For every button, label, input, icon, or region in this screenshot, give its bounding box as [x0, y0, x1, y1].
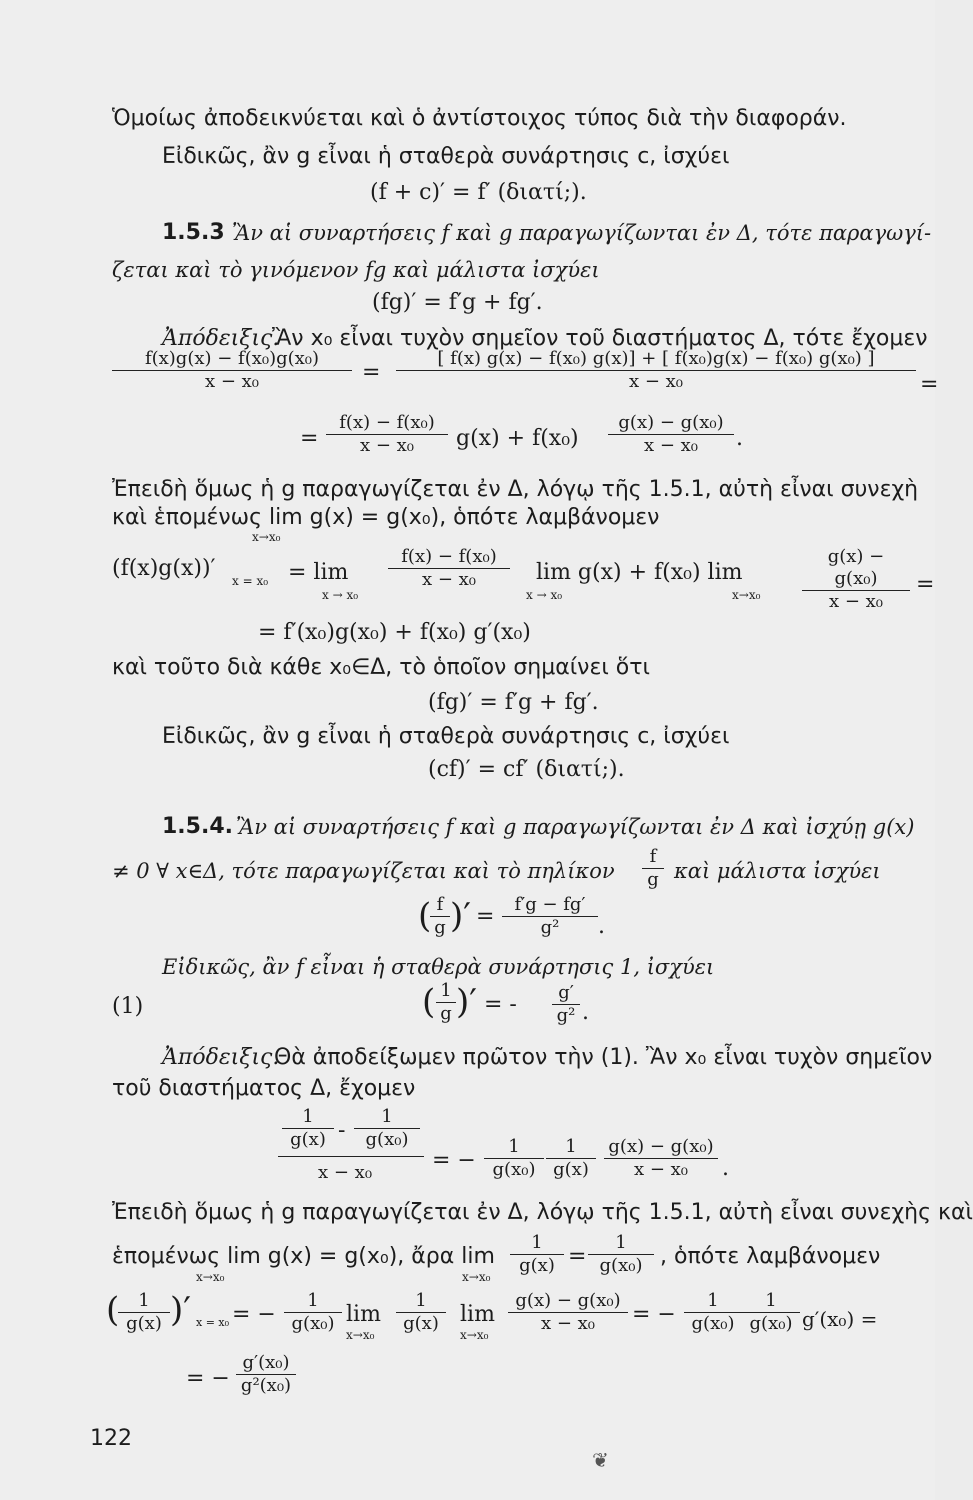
equals-sign: =	[476, 904, 495, 929]
denominator: g(x₀)	[599, 1255, 643, 1276]
numerator: g(x) − g(x₀)	[508, 1290, 628, 1313]
denominator: g(x₀)	[749, 1313, 793, 1334]
denominator: g(x₀)	[691, 1313, 735, 1334]
fraction	[802, 546, 910, 613]
text-line: Ἐπειδὴ ὅμως ἡ g παραγωγίζεται ἐν Δ, λόγῳ τῆς 1.5.1, αὐτὴ εἶναι συνεχὴς καὶ	[112, 1200, 973, 1225]
page-number: 122	[90, 1426, 132, 1451]
fraction	[552, 982, 580, 1027]
limit-subscript: x→x₀	[252, 530, 281, 544]
text-line: τοῦ διαστήματος Δ, ἔχομεν	[112, 1076, 416, 1101]
denominator: g	[440, 1003, 452, 1024]
fraction	[484, 1136, 544, 1181]
denominator: g²	[540, 917, 560, 938]
numerator: g′	[552, 982, 580, 1005]
fraction	[604, 1136, 718, 1181]
theorem-text: καὶ μάλιστα ἰσχύει	[674, 859, 881, 883]
theorem-number: 1.5.4.	[162, 814, 233, 839]
numerator: f	[642, 846, 664, 869]
equals-sign: =	[916, 572, 935, 597]
text-line: Ὁμοίως ἀποδεικνύεται καὶ ὁ ἀντίστοιχος τύπος διὰ τὴν διαφοράν.	[112, 106, 847, 131]
equals-sign: =	[362, 360, 381, 385]
fraction	[684, 1290, 742, 1335]
fraction	[326, 412, 448, 457]
denominator: x − x₀	[359, 435, 415, 456]
formula: lim g(x) + f(x₀) lim	[536, 560, 743, 585]
denominator: x − x₀	[628, 371, 684, 392]
text-line: Εἰδικῶς, ἂν f εἶναι ἡ σταθερὰ συνάρτησις 1, ἰσχύει	[162, 955, 715, 979]
period: .	[582, 1000, 589, 1025]
fraction	[502, 894, 598, 939]
numerator: 1	[354, 1106, 420, 1129]
numerator: 1	[742, 1290, 800, 1313]
left-paren: (	[422, 982, 436, 1022]
text-line: Εἰδικῶς, ἂν g εἶναι ἡ σταθερὰ συνάρτησις c, ἰσχύει	[162, 724, 730, 749]
limit-subscript: x→x₀	[732, 588, 761, 602]
right-paren-prime: )′	[456, 982, 477, 1022]
denominator: g(x)	[126, 1313, 162, 1334]
theorem-number: 1.5.3	[162, 220, 225, 245]
theorem-text: Ἂν αἱ συναρτήσεις f καὶ g παραγωγίζωνται ἐν Δ καὶ ἰσχύῃ g(x)	[236, 815, 915, 839]
fraction	[608, 412, 734, 457]
denominator: x − x₀	[633, 1159, 689, 1180]
denominator: g²(x₀)	[240, 1375, 292, 1396]
period: .	[598, 914, 605, 939]
numerator: g(x) − g(x₀)	[608, 412, 734, 435]
formula: lim	[346, 1302, 381, 1327]
proof-label: Ἀπόδειξις.	[162, 326, 280, 351]
denominator: x − x₀	[204, 371, 260, 392]
formula: = −	[432, 1148, 476, 1173]
numerator: g′(x₀)	[236, 1352, 296, 1375]
text-line: Εἰδικῶς, ἂν g εἶναι ἡ σταθερὰ συνάρτησις c, ἰσχύει	[162, 144, 730, 169]
theorem-text: ζεται καὶ τὸ γινόμενον fg καὶ μάλιστα ἰσχύει	[112, 258, 600, 282]
denominator: g(x)	[403, 1313, 439, 1334]
fraction	[118, 1290, 170, 1335]
limit-subscript: x→x₀	[462, 1270, 491, 1284]
numerator: 1	[684, 1290, 742, 1313]
left-paren: (	[106, 1290, 120, 1330]
limit-subscript: x→x₀	[346, 1328, 375, 1342]
numerator: 1	[396, 1290, 446, 1313]
text-line: ἑπομένως lim g(x) = g(x₀), ἄρα lim	[112, 1244, 495, 1269]
numerator: f′g − fg′	[502, 894, 598, 917]
denominator: g(x)	[290, 1129, 326, 1150]
fraction	[236, 1352, 296, 1397]
denominator: x − x₀	[318, 1162, 373, 1183]
equals-sign: =	[300, 426, 319, 451]
fraction	[742, 1290, 800, 1335]
formula: = f′(x₀)g(x₀) + f(x₀) g′(x₀)	[258, 620, 531, 645]
fraction	[284, 1290, 342, 1335]
text-line: καὶ τοῦτο διὰ κάθε x₀∈Δ, τὸ ὁποῖον σημαίνει ὅτι	[112, 655, 650, 680]
text-line: , ὁπότε λαμβάνομεν	[660, 1244, 881, 1269]
formula: (fg)′ = f′g + fg′.	[372, 290, 543, 315]
numerator: g(x) − g(x₀)	[802, 546, 910, 591]
fraction	[430, 894, 450, 939]
formula: g(x) + f(x₀)	[456, 426, 579, 451]
denominator: g(x)	[553, 1159, 589, 1180]
right-paren-prime: )′	[450, 896, 471, 936]
numerator: 1	[588, 1232, 654, 1255]
numerator: f	[430, 894, 450, 917]
numerator: g(x) − g(x₀)	[604, 1136, 718, 1159]
limit-subscript: x → x₀	[322, 588, 359, 602]
numerator: 1	[510, 1232, 564, 1255]
period: .	[722, 1156, 729, 1181]
period: .	[736, 426, 743, 451]
limit-subscript: x→x₀	[460, 1328, 489, 1342]
formula: (cf)′ = cf′ (διατί;).	[428, 757, 625, 782]
numerator: 1	[484, 1136, 544, 1159]
formula: (f(x)g(x))′	[112, 556, 216, 581]
denominator: g(x₀)	[492, 1159, 536, 1180]
fraction	[388, 546, 510, 591]
left-paren: (	[418, 896, 432, 936]
denominator: x − x₀	[421, 569, 477, 590]
fraction	[642, 846, 664, 891]
fraction	[112, 348, 352, 393]
numerator: 1	[282, 1106, 334, 1129]
denominator: x − x₀	[643, 435, 699, 456]
formula: = -	[484, 992, 517, 1017]
numerator: f(x)g(x) − f(x₀)g(x₀)	[112, 348, 352, 371]
fraction	[510, 1232, 564, 1277]
limit-subscript: x→x₀	[196, 1270, 225, 1284]
theorem-text: ≠ 0 ∀ x∈Δ, τότε παραγωγίζεται καὶ τὸ πηλίκον	[112, 859, 615, 883]
numerator: f(x) − f(x₀)	[388, 546, 510, 569]
numerator: 1	[436, 980, 456, 1003]
numerator: [ f(x) g(x) − f(x₀) g(x)] + [ f(x₀)g(x) − f(x₀) g(x₀) ]	[396, 348, 916, 371]
formula: (fg)′ = f′g + fg′.	[428, 690, 599, 715]
denominator: g²	[556, 1005, 576, 1026]
text-line: Ἐπειδὴ ὅμως ἡ g παραγωγίζεται ἐν Δ, λόγῳ τῆς 1.5.1, αὐτὴ εἶναι συνεχὴ	[112, 477, 919, 502]
numerator: 1	[118, 1290, 170, 1313]
text-line: Θὰ ἀποδείξωμεν πρῶτον τὴν (1). Ἂν x₀ εἶναι τυχὸν σημεῖον	[274, 1045, 933, 1070]
numerator: 1	[546, 1136, 596, 1159]
fraction	[588, 1232, 654, 1277]
formula: lim	[460, 1302, 495, 1327]
evaluation-subscript: x = x₀	[196, 1316, 230, 1329]
denominator: x − x₀	[540, 1313, 596, 1334]
fraction	[508, 1290, 628, 1335]
equals-sign: =	[920, 372, 939, 397]
limit-subscript: x → x₀	[526, 588, 563, 602]
denominator: g(x₀)	[291, 1313, 335, 1334]
fraction	[396, 1290, 446, 1335]
denominator: g(x₀)	[365, 1129, 409, 1150]
fraction	[282, 1106, 334, 1151]
formula: (f + c)′ = f′ (διατί;).	[370, 180, 587, 205]
equation-number: (1)	[112, 994, 144, 1019]
formula: = lim	[288, 560, 349, 585]
denominator: g	[647, 869, 659, 890]
formula: = −	[186, 1366, 230, 1391]
text-line: Ἂν x₀ εἶναι τυχὸν σημεῖον τοῦ διαστήματος Δ, τότε ἔχομεν	[272, 326, 928, 351]
denominator: g	[434, 917, 446, 938]
numerator: f(x) − f(x₀)	[326, 412, 448, 435]
ink-blot-icon: ❦	[592, 1448, 609, 1472]
fraction	[436, 980, 456, 1025]
fraction	[396, 348, 916, 393]
theorem-text: Ἂν αἱ συναρτήσεις f καὶ g παραγωγίζωνται ἐν Δ, τότε παραγωγί-	[232, 221, 932, 245]
fraction	[354, 1106, 420, 1151]
evaluation-subscript: x = x₀	[232, 574, 269, 588]
minus-sign: -	[338, 1118, 346, 1143]
formula: = −	[632, 1302, 676, 1327]
denominator: g(x)	[519, 1255, 555, 1276]
proof-label: Ἀπόδειξις.	[162, 1045, 280, 1070]
denominator: x − x₀	[828, 591, 884, 612]
equals-sign: =	[568, 1244, 587, 1269]
numerator: 1	[284, 1290, 342, 1313]
fraction	[546, 1136, 596, 1181]
formula: = −	[232, 1302, 276, 1327]
formula: g′(x₀) =	[802, 1307, 878, 1331]
right-paren-prime: )′	[170, 1290, 191, 1330]
text-line: καὶ ἑπομένως lim g(x) = g(x₀), ὁπότε λαμβάνομεν	[112, 505, 660, 530]
main-fraction-bar	[278, 1156, 424, 1157]
